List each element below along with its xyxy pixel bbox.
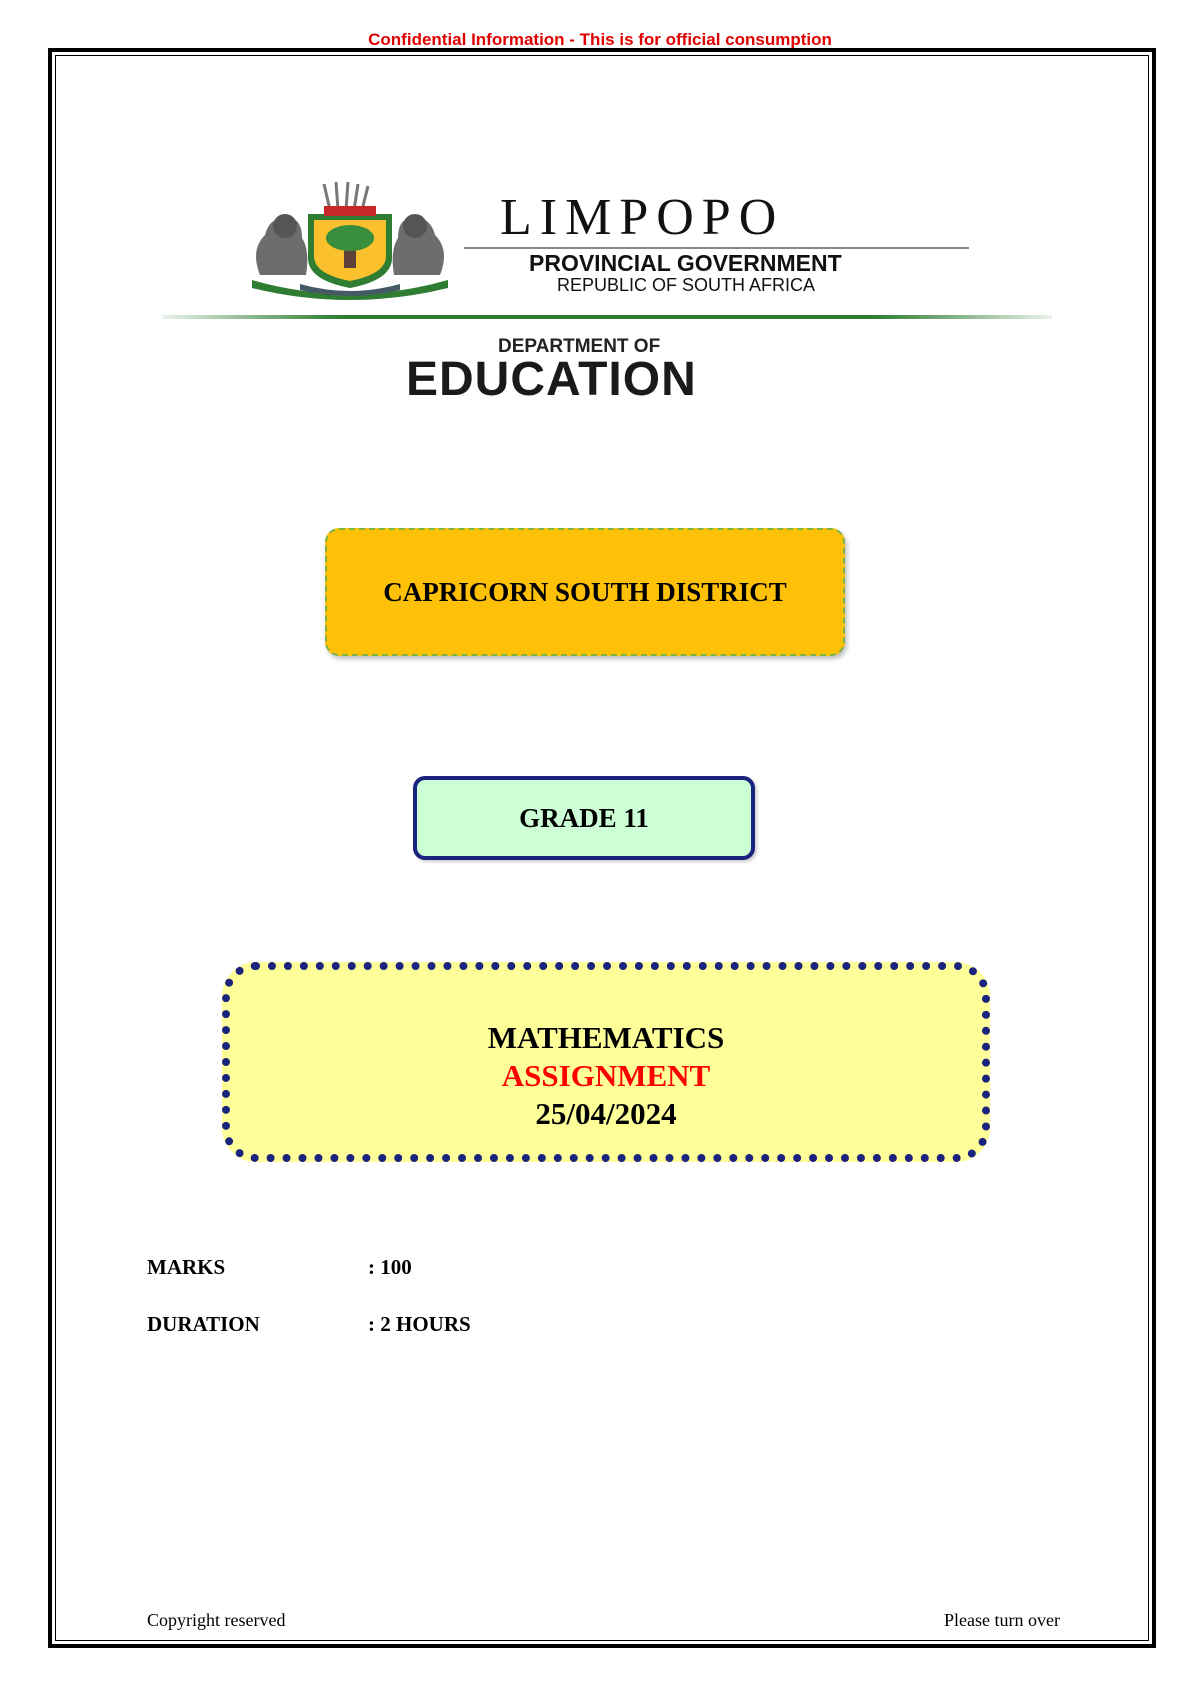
department-of-label: DEPARTMENT OF — [498, 336, 661, 357]
subject-box — [222, 962, 990, 1162]
marks-label: MARKS — [147, 1255, 226, 1279]
duration-value: : 2 HOURS — [368, 1312, 471, 1336]
footer-copyright: Copyright reserved — [147, 1610, 286, 1630]
province-title: LIMPOPO — [500, 189, 785, 246]
confidential-notice: Confidential Information - This is for official consumption — [368, 30, 832, 48]
district-label: CAPRICORN SOUTH DISTRICT — [383, 576, 787, 607]
title-divider — [464, 247, 969, 249]
department-name: EDUCATION — [406, 353, 697, 406]
duration-label: DURATION — [147, 1312, 260, 1336]
subject-title: MATHEMATICS — [487, 1020, 725, 1055]
header-divider — [162, 315, 1052, 319]
government-name: PROVINCIAL GOVERNMENT — [529, 250, 842, 276]
district-box — [325, 528, 845, 656]
marks-value: : 100 — [368, 1255, 412, 1279]
footer-turn-over: Please turn over — [944, 1610, 1060, 1630]
assessment-date: 25/04/2024 — [535, 1096, 677, 1131]
coat-of-arms-logo — [240, 180, 460, 300]
country-name: REPUBLIC OF SOUTH AFRICA — [557, 275, 816, 295]
grade-box — [413, 776, 755, 860]
grade-label: GRADE 11 — [519, 802, 649, 833]
assessment-type: ASSIGNMENT — [501, 1058, 711, 1093]
